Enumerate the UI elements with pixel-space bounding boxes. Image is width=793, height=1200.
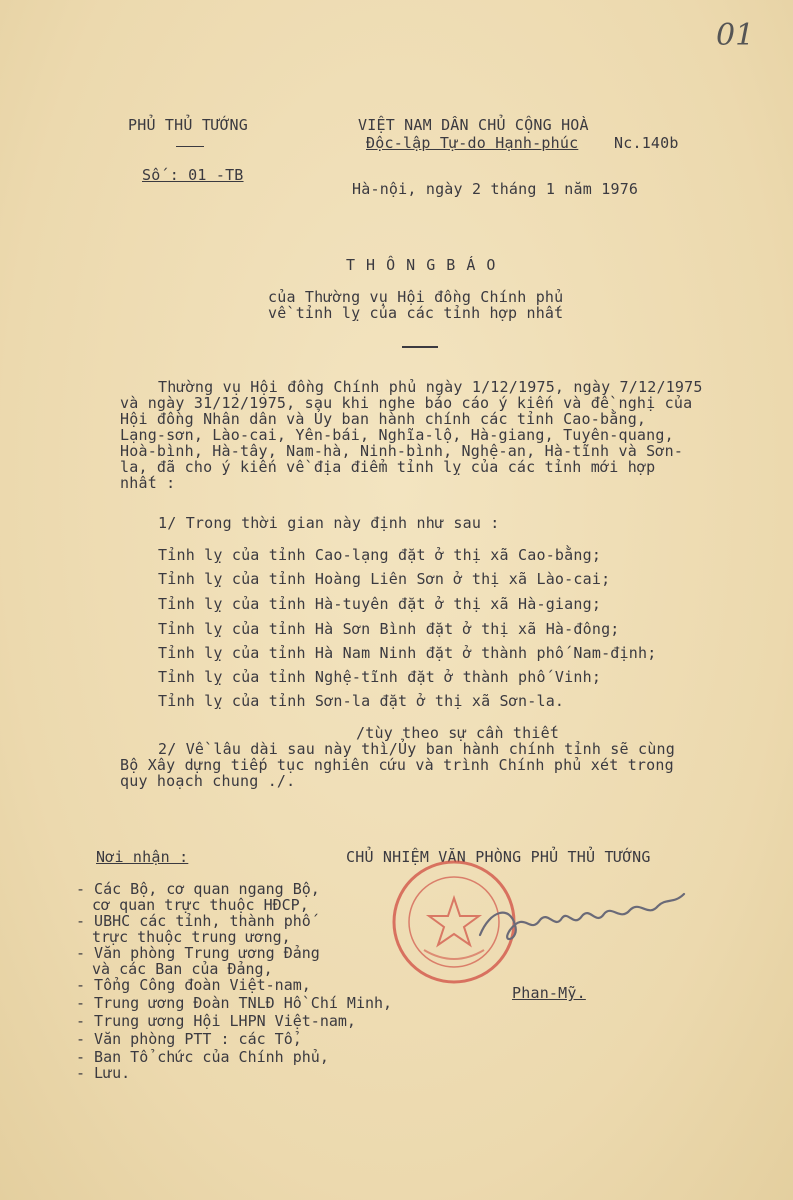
capital-item: Tỉnh lỵ của tỉnh Sơn-la đặt ở thị xã Sơn-la. — [158, 692, 565, 710]
recipient-line: - Trung ương Hội LHPN Việt-nam, — [76, 1012, 356, 1030]
capital-item: Tỉnh lỵ của tỉnh Hà Sơn Bình đặt ở thị xã Hà-đông; — [158, 620, 620, 638]
recipient-line: - Trung ương Đoàn TNLĐ Hồ Chí Minh, — [76, 994, 393, 1012]
recipient-line: cơ quan trực thuộc HĐCP, — [92, 896, 309, 914]
point2-line: quy hoạch chung ./. — [120, 772, 296, 790]
capital-item: Tỉnh lỵ của tỉnh Cao-lạng đặt ở thị xã Cao-bằng; — [158, 546, 602, 564]
signatory-title: CHỦ NHIỆM VĂN PHÒNG PHỦ THỦ TƯỚNG — [346, 848, 651, 866]
intro-line: Thường vụ Hội đồng Chính phủ ngày 1/12/1975, ngày 7/12/1975 — [158, 378, 703, 396]
recipient-line: - Các Bộ, cơ quan ngang Bộ, — [76, 880, 320, 898]
title-rule — [402, 346, 438, 348]
capital-item: Tỉnh lỵ của tỉnh Hà-tuyên đặt ở thị xã Hà-giang; — [158, 595, 602, 613]
intro-line: Hoà-bình, Hà-tây, Nam-hà, Ninh-bình, Nghệ-an, Hà-tĩnh và Sơn- — [120, 442, 684, 460]
motto: Độc-lập Tự-do Hạnh-phúc — [366, 134, 579, 152]
recipients-label: Nơi nhận : — [96, 848, 189, 866]
point2-line: 2/ Về lâu dài sau này thì/Ủy ban hành chính tỉnh sẽ cùng — [158, 740, 675, 758]
point2-insert: /tùy theo sự cần thiết — [356, 724, 560, 742]
country-name: VIỆT NAM DÂN CHỦ CỘNG HOÀ — [358, 116, 589, 134]
recipient-line: trực thuộc trung ương, — [92, 928, 291, 946]
intro-line: và ngày 31/12/1975, sau khi nghe báo cáo ý kiến và đề nghị của — [120, 394, 693, 412]
capital-item: Tỉnh lỵ của tỉnh Nghệ-tĩnh đặt ở thành phố Vinh; — [158, 668, 602, 686]
page-number: 01 — [716, 18, 755, 53]
document-date: Hà-nội, ngày 2 tháng 1 năm 1976 — [352, 180, 639, 198]
handwritten-signature — [470, 880, 690, 960]
agency-name: PHỦ THỦ TƯỚNG — [128, 116, 248, 134]
document-title: T H Ô N G B Á O — [346, 256, 497, 274]
intro-line: Hội đồng Nhân dân và Ủy ban hành chính các tỉnh Cao-bằng, — [120, 410, 647, 428]
recipient-line: - Tổng Công đoàn Việt-nam, — [76, 976, 311, 994]
capital-item: Tỉnh lỵ của tỉnh Hà Nam Ninh đặt ở thành phố Nam-định; — [158, 644, 657, 662]
point1-heading: 1/ Trong thời gian này định như sau : — [158, 514, 500, 532]
intro-line: Lạng-sơn, Lào-cai, Yên-bái, Nghĩa-lộ, Hà-giang, Tuyên-quang, — [120, 426, 674, 444]
recipient-line: - Lưu. — [76, 1064, 131, 1082]
capital-item: Tỉnh lỵ của tỉnh Hoàng Liên Sơn ở thị xã Lào-cai; — [158, 570, 611, 588]
signatory-name: Phan-Mỹ. — [512, 984, 586, 1002]
agency-rule — [176, 146, 204, 147]
recipient-line: và các Ban của Đảng, — [92, 960, 273, 978]
point2-line: Bộ Xây dựng tiếp tục nghiên cứu và trình Chính phủ xét trong — [120, 756, 674, 774]
reference-code: Nc.140b — [614, 134, 679, 152]
recipient-line: - UBHC các tỉnh, thành phố — [76, 912, 311, 930]
title-sub-1: của Thường vụ Hội đồng Chính phủ — [268, 288, 564, 306]
recipient-line: - Văn phòng PTT : các Tổ, — [76, 1030, 302, 1048]
intro-line: nhất : — [120, 474, 176, 492]
title-sub-2: về tỉnh lỵ của các tỉnh hợp nhất — [268, 304, 564, 322]
document-number: Số : 01 -TB — [142, 166, 244, 184]
recipient-line: - Ban Tổ chức của Chính phủ, — [76, 1048, 329, 1066]
intro-line: la, đã cho ý kiến về địa điểm tỉnh lỵ của các tỉnh mới hợp — [120, 458, 656, 476]
recipient-line: - Văn phòng Trung ương Đảng — [76, 944, 320, 962]
